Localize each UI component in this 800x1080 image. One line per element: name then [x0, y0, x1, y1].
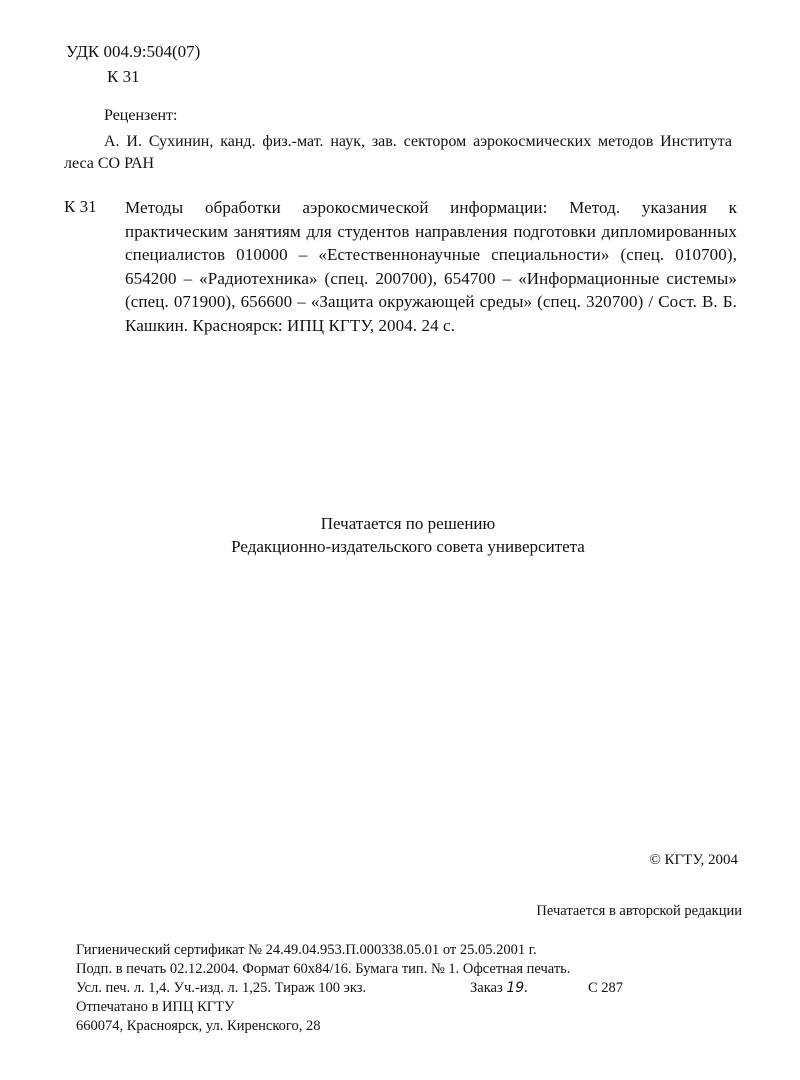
print-sheets: Усл. печ. л. 1,4. Уч.-изд. л. 1,25. Тираж 100 экз. [76, 980, 367, 996]
imprint-block [76, 941, 756, 1036]
order-info [470, 979, 529, 998]
order-label: Заказ [470, 980, 503, 996]
copyright-notice: © КГТУ, 2004 [649, 852, 738, 868]
publication-decision [0, 512, 800, 558]
udc-code: УДК 004.9:504(07) [66, 42, 201, 61]
decision-line-1: Печатается по решению [320, 514, 496, 533]
reviewer-label: Рецензент: [104, 107, 178, 124]
print-details-row [76, 979, 756, 998]
print-format: Подп. в печать 02.12.2004. Формат 60х84/16. Бумага тип. № 1. Офсетная печать. [76, 961, 571, 977]
author-mark: К 31 [107, 67, 140, 86]
bibliography-description: Методы обработки аэрокосмической информации: Метод. указания к практическим занятиям для студентов направления подготовки дипломированных специалистов 010000 – «Естественнонаучные специальности» (спец. 010700), 654200 – «Радиотехника» (спец. 200700), 654700 – «Информационные системы» (спец. 071900), 656600 – «Защита окружающей среды» (спец. 320700) / Сост. В. Б. Кашкин. Красноярск: ИПЦ КГТУ, 2004. 24 с. [125, 198, 737, 335]
printed-at: Отпечатано в ИПЦ КГТУ [76, 999, 235, 1015]
bibliography-code: К 31 [64, 197, 97, 216]
authors-edition-note: Печатается в авторской редакции [536, 903, 742, 919]
order-number: 19. [506, 980, 529, 996]
reviewer-text: А. И. Сухинин, канд. физ.-мат. наук, зав. сектором аэрокосмических методов Института леса СО РАН [64, 133, 732, 172]
hygiene-certificate: Гигиенический сертификат № 24.49.04.953.П.000338.05.01 от 25.05.2001 г. [76, 942, 537, 958]
decision-line-2: Редакционно-издательского совета университета [231, 537, 585, 556]
publication-code: С 287 [588, 980, 624, 996]
printer-address: 660074, Красноярск, ул. Киренского, 28 [76, 1018, 321, 1034]
